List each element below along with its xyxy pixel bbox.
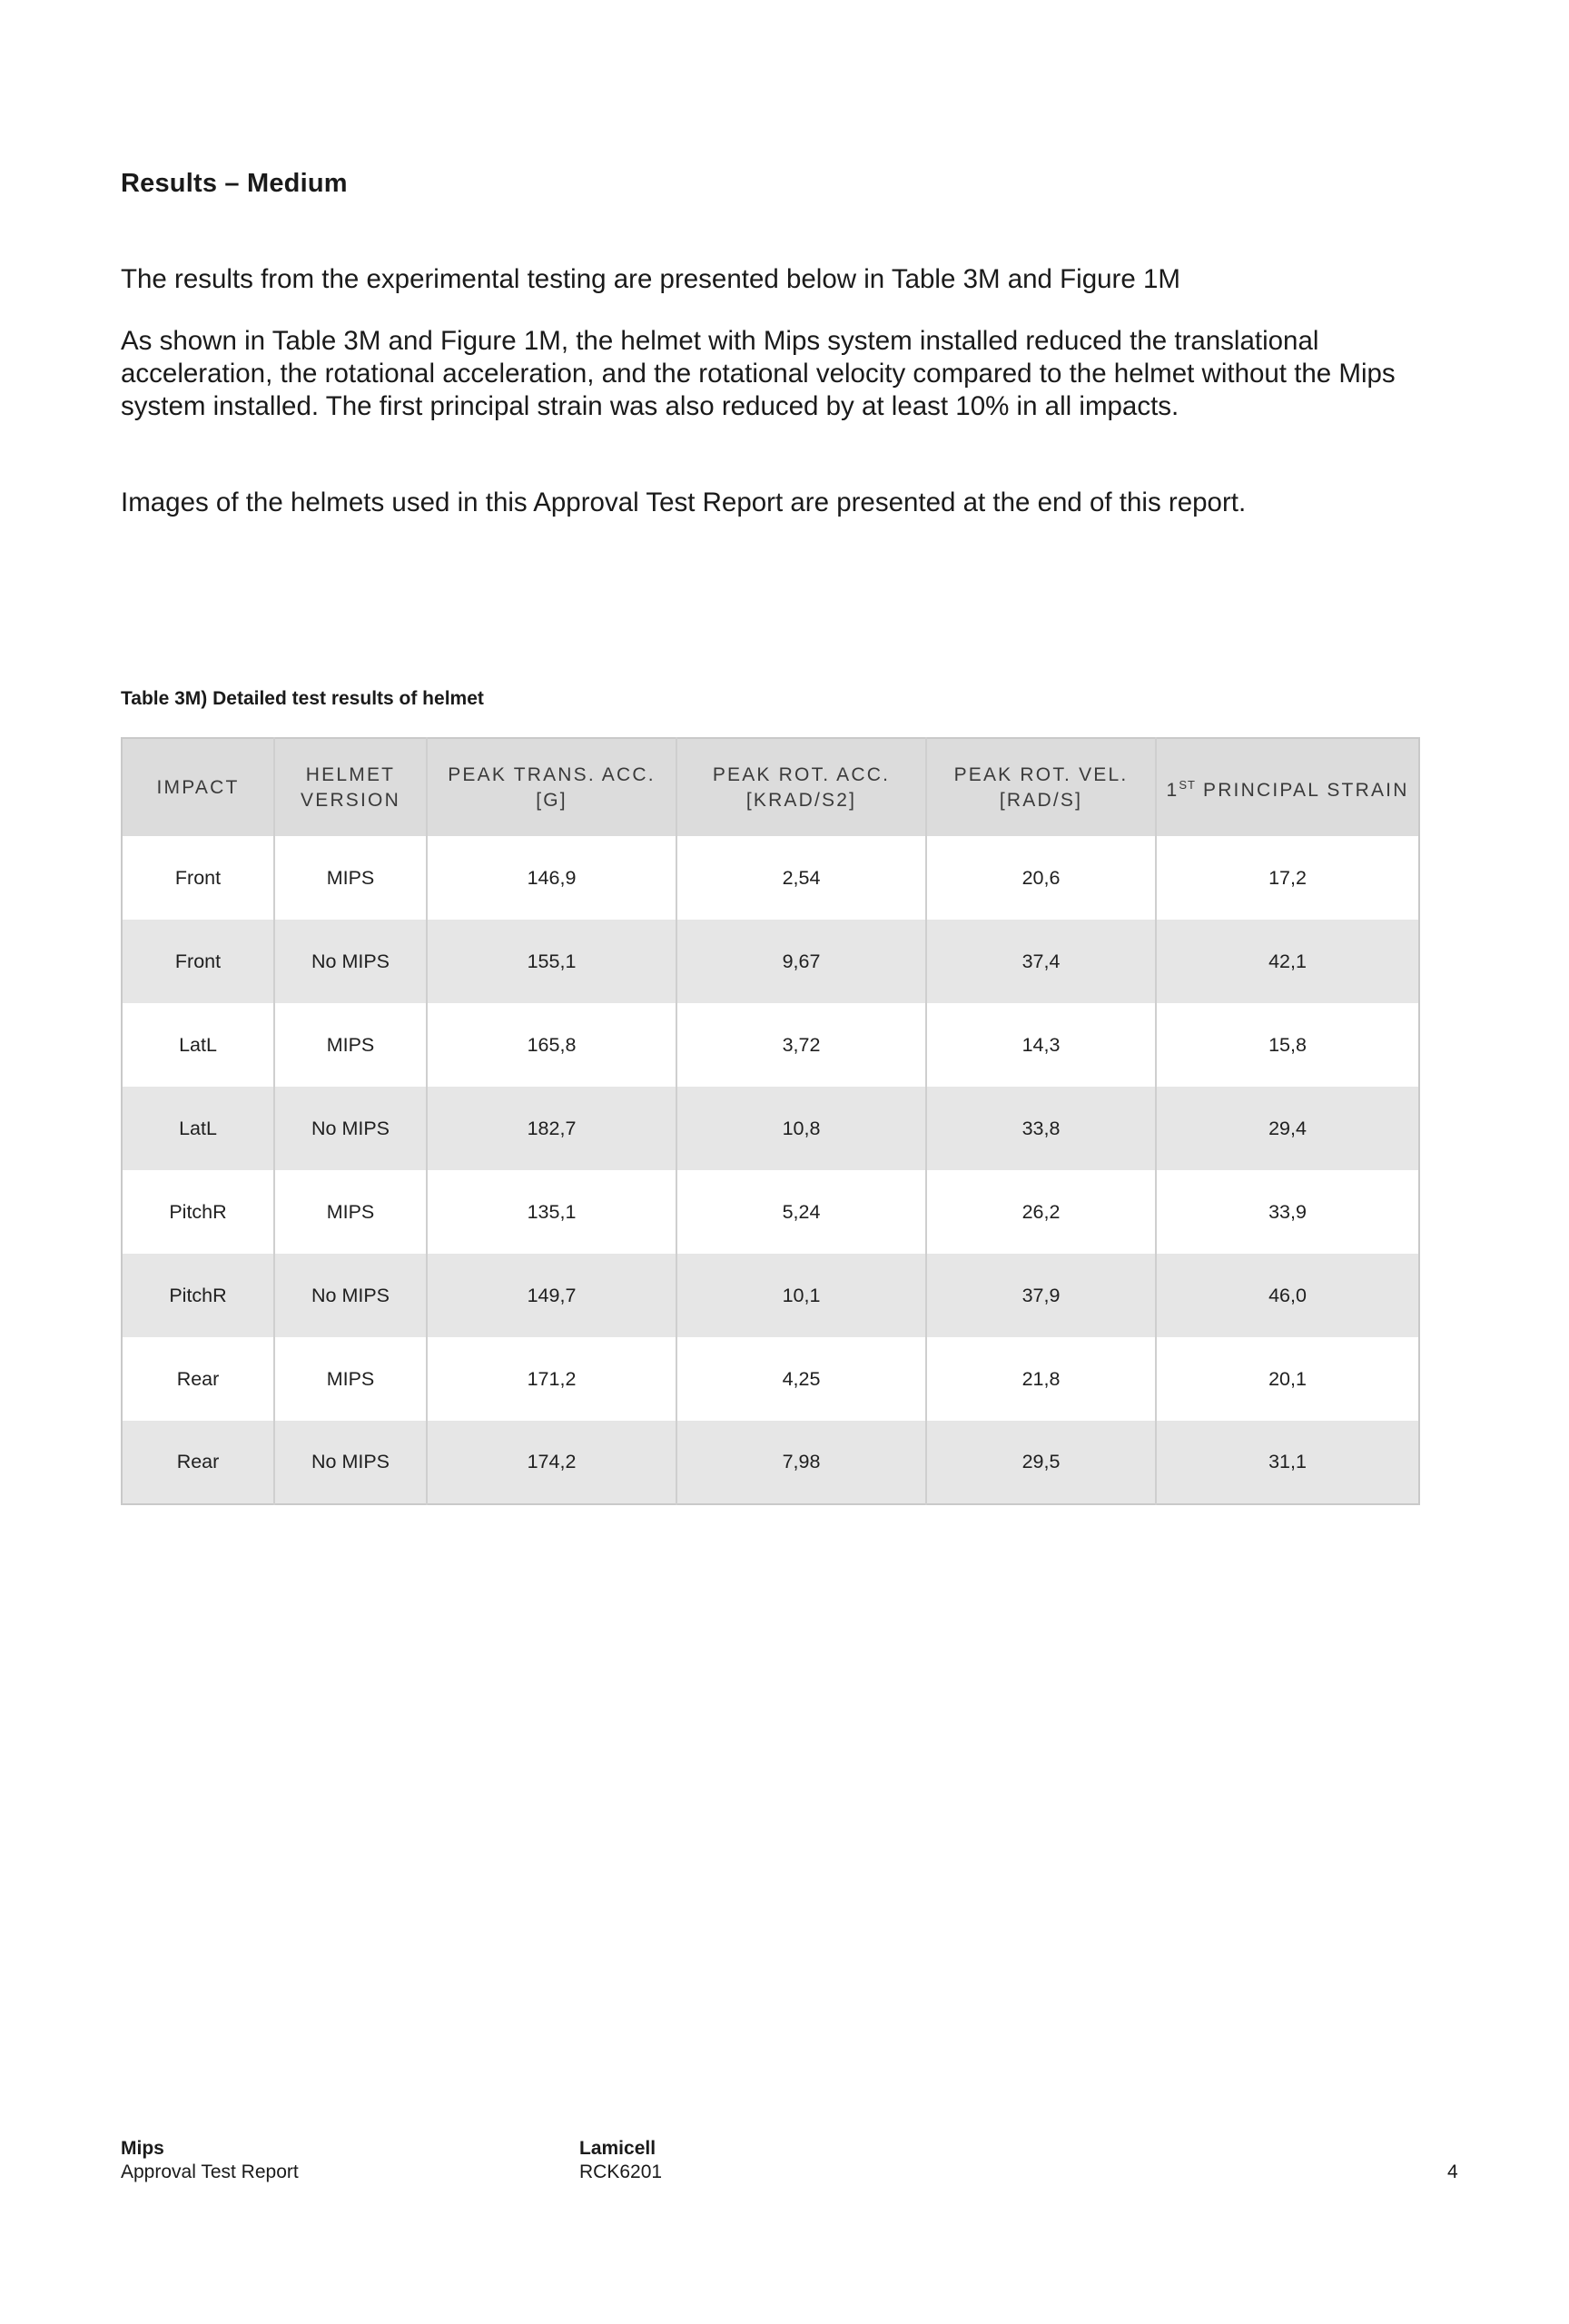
- cell-impact: LatL: [122, 1003, 274, 1087]
- header-peak-rot-acc: [676, 738, 926, 836]
- cell-principal-strain: 17,2: [1268, 866, 1307, 889]
- cell-principal-strain: 33,9: [1268, 1200, 1307, 1223]
- header-peak-rot-acc-line2: [KRAD/S2]: [745, 789, 857, 811]
- header-principal-strain-superscript: ST: [1179, 777, 1196, 792]
- header-peak-rot-vel-line1: PEAK ROT. VEL.: [953, 763, 1129, 785]
- table-row: [122, 1003, 1419, 1087]
- cell-helmet-version: No MIPS: [274, 1421, 427, 1504]
- header-principal-strain-label: PRINCIPAL STRAIN: [1195, 779, 1409, 801]
- cell-peak-trans-acc: 155,1: [427, 920, 676, 1003]
- images-note-paragraph: Images of the helmets used in this Approval Test Report are presented at the end of this report.: [121, 487, 1247, 517]
- section-heading: Results – Medium: [121, 169, 348, 198]
- cell-principal-strain: 15,8: [1268, 1033, 1307, 1056]
- cell-peak-rot-vel: 37,4: [926, 920, 1156, 1003]
- cell-helmet-version: MIPS: [274, 1170, 427, 1254]
- header-helmet-version: [274, 738, 427, 836]
- header-impact-label: IMPACT: [156, 776, 240, 798]
- cell-impact: Front: [122, 920, 274, 1003]
- cell-principal-strain: 29,4: [1268, 1117, 1307, 1139]
- table-header-row: [122, 738, 1419, 836]
- table-row: [122, 836, 1419, 920]
- header-principal-strain-number: 1: [1166, 779, 1179, 801]
- footer-product-name: Lamicell: [579, 2138, 656, 2159]
- cell-peak-rot-vel: 33,8: [926, 1087, 1156, 1170]
- cell-impact: Rear: [122, 1337, 274, 1421]
- findings-paragraph: As shown in Table 3M and Figure 1M, the helmet with Mips system installed reduced the translational acceleration, the rotational acceleration, and the rotational velocity compared to the helmet without the Mips system installed. The first principal strain was also reduced by at least 10% in all impacts.: [121, 326, 1396, 421]
- cell-impact: Rear: [122, 1421, 274, 1504]
- table-row: [122, 1421, 1419, 1504]
- footer-company-name: Mips: [121, 2138, 164, 2159]
- cell-peak-rot-acc: 10,1: [676, 1254, 926, 1337]
- cell-peak-rot-acc: 7,98: [676, 1421, 926, 1504]
- cell-principal-strain: 31,1: [1268, 1451, 1307, 1472]
- cell-helmet-version: No MIPS: [274, 1087, 427, 1170]
- cell-peak-trans-acc: 174,2: [427, 1421, 676, 1504]
- page-number: 4: [1447, 2162, 1458, 2182]
- header-principal-strain: [1156, 738, 1419, 836]
- cell-peak-trans-acc: 135,1: [427, 1170, 676, 1254]
- cell-principal-strain: 46,0: [1268, 1284, 1307, 1306]
- cell-helmet-version: MIPS: [274, 1003, 427, 1087]
- header-peak-trans-acc-line1: PEAK TRANS. ACC.: [448, 763, 656, 785]
- header-peak-rot-acc-line1: PEAK ROT. ACC.: [712, 763, 891, 785]
- header-peak-trans-acc: [427, 738, 676, 836]
- footer-report-type: Approval Test Report: [121, 2162, 299, 2182]
- cell-peak-trans-acc: 146,9: [427, 836, 676, 920]
- results-table: [121, 737, 1420, 1505]
- cell-peak-rot-acc: 9,67: [676, 920, 926, 1003]
- table-row: [122, 1170, 1419, 1254]
- cell-helmet-version: MIPS: [274, 1337, 427, 1421]
- header-peak-rot-vel-line2: [RAD/S]: [999, 789, 1083, 811]
- footer-product-code: RCK6201: [579, 2162, 663, 2182]
- intro-paragraph: The results from the experimental testing are presented below in Table 3M and Figure 1M: [121, 264, 1180, 294]
- header-helmet-version-line1: HELMET: [305, 763, 396, 785]
- cell-peak-rot-vel: 20,6: [926, 836, 1156, 920]
- footer-company: [121, 2137, 299, 2184]
- table-row: [122, 920, 1419, 1003]
- cell-peak-trans-acc: 182,7: [427, 1087, 676, 1170]
- cell-peak-rot-vel: 29,5: [926, 1421, 1156, 1504]
- cell-principal-strain: 20,1: [1268, 1367, 1307, 1390]
- cell-impact: Front: [122, 836, 274, 920]
- cell-peak-trans-acc: 165,8: [427, 1003, 676, 1087]
- cell-peak-trans-acc: 149,7: [427, 1254, 676, 1337]
- header-helmet-version-line2: VERSION: [301, 789, 400, 811]
- header-peak-trans-acc-line2: [G]: [536, 789, 567, 811]
- cell-helmet-version: No MIPS: [274, 1254, 427, 1337]
- cell-peak-rot-vel: 26,2: [926, 1170, 1156, 1254]
- cell-peak-rot-vel: 21,8: [926, 1337, 1156, 1421]
- cell-helmet-version: No MIPS: [274, 920, 427, 1003]
- cell-impact: LatL: [122, 1087, 274, 1170]
- cell-peak-rot-acc: 4,25: [676, 1337, 926, 1421]
- table-row: [122, 1337, 1419, 1421]
- header-peak-rot-vel: [926, 738, 1156, 836]
- footer-product: [579, 2137, 662, 2184]
- table-row: [122, 1087, 1419, 1170]
- header-impact: [122, 738, 274, 836]
- cell-peak-rot-acc: 3,72: [676, 1003, 926, 1087]
- cell-impact: PitchR: [122, 1254, 274, 1337]
- cell-peak-trans-acc: 171,2: [427, 1337, 676, 1421]
- cell-principal-strain: 42,1: [1268, 950, 1307, 972]
- table-row: [122, 1254, 1419, 1337]
- cell-peak-rot-acc: 2,54: [676, 836, 926, 920]
- cell-peak-rot-acc: 10,8: [676, 1087, 926, 1170]
- cell-helmet-version: MIPS: [274, 836, 427, 920]
- cell-impact: PitchR: [122, 1170, 274, 1254]
- cell-peak-rot-acc: 5,24: [676, 1170, 926, 1254]
- table-caption: Table 3M) Detailed test results of helmet: [121, 688, 484, 709]
- cell-peak-rot-vel: 14,3: [926, 1003, 1156, 1087]
- cell-peak-rot-vel: 37,9: [926, 1254, 1156, 1337]
